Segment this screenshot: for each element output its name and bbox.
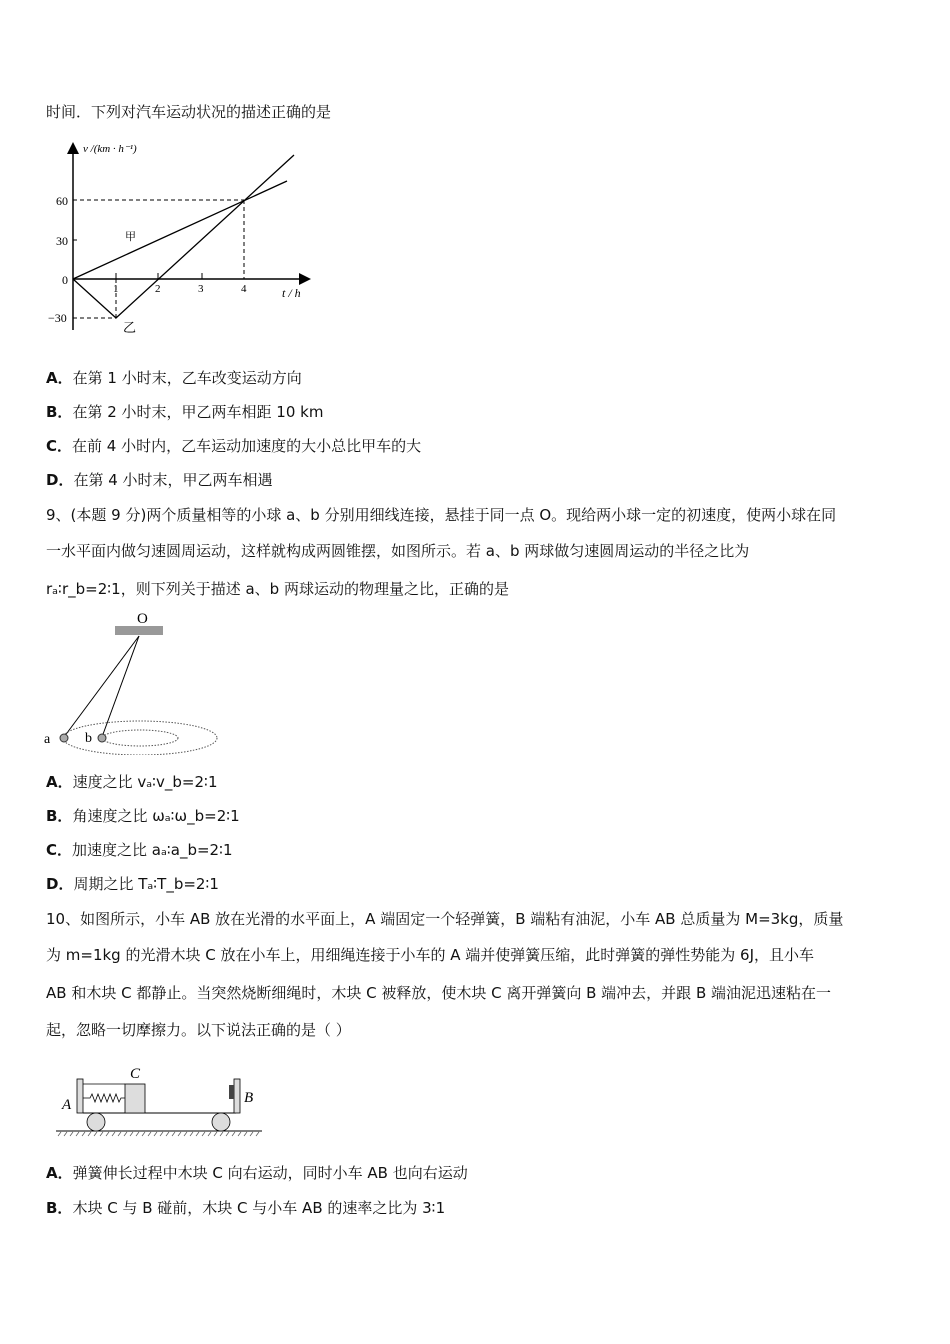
line-jia: [73, 181, 287, 279]
x-axis-label: t / h: [282, 286, 301, 300]
q10-stem-line1: 10、如图所示，小车 AB 放在光滑的水平面上，A 端固定一个轻弹簧，B 端粘有油泥，小车 AB 总质量为 M=3kg，质量: [46, 910, 844, 928]
q10-stem-line4: 起，忽略一切摩擦力。以下说法正确的是（ ）: [46, 1021, 351, 1039]
line-yi: [73, 155, 294, 318]
y-tick: 60: [56, 194, 68, 208]
q9-option-a: A．速度之比 vₐ∶v_b=2∶1: [46, 773, 218, 791]
y-tick: −30: [48, 311, 67, 325]
label-o: O: [137, 611, 148, 627]
label-yi: 乙: [123, 320, 137, 335]
q9-option-d: D．周期之比 Tₐ∶T_b=2∶1: [46, 875, 219, 893]
q9-option-b: B．角速度之比 ωₐ∶ω_b=2∶1: [46, 807, 240, 825]
q8-option-d: D．在第 4 小时末，甲乙两车相遇: [46, 471, 273, 489]
ceiling-mount: [115, 626, 163, 635]
q10-stem-line2: 为 m=1kg 的光滑木块 C 放在小车上，用细绳连接于小车的 A 端并使弹簧压缩，此时弹簧的弹性势能为 6J，且小车: [46, 946, 815, 964]
q8-vt-graph: [40, 135, 320, 340]
ball-a: [60, 734, 68, 742]
x-tick: 1: [113, 283, 119, 295]
label-B: B: [244, 1090, 254, 1106]
x-tick: 2: [155, 283, 161, 295]
q10-cart-figure: [50, 1055, 270, 1140]
q8-option-b: B．在第 2 小时末，甲乙两车相距 10 km: [46, 403, 324, 421]
label-b: b: [85, 731, 92, 746]
x-tick: 4: [241, 283, 247, 295]
q10-option-b: B．木块 C 与 B 碰前，木块 C 与小车 AB 的速率之比为 3∶1: [46, 1199, 446, 1217]
block-c: [125, 1084, 145, 1113]
q9-option-c: C．加速度之比 aₐ∶a_b=2∶1: [46, 841, 233, 859]
label-jia: 甲: [125, 231, 136, 243]
y-axis-label: v /(km · h⁻¹): [83, 143, 137, 155]
spring: [83, 1094, 125, 1102]
q10-option-a: A．弹簧伸长过程中木块 C 向右运动，同时小车 AB 也向右运动: [46, 1164, 468, 1182]
q8-option-c: C．在前 4 小时内，乙车运动加速度的大小总比甲车的大: [46, 437, 422, 455]
label-a: a: [44, 732, 51, 747]
q8-stem: 时间．下列对汽车运动状况的描述正确的是: [46, 103, 332, 121]
label-C: C: [130, 1066, 141, 1082]
q8-option-a: A．在第 1 小时末，乙车改变运动方向: [46, 369, 302, 387]
q10-stem-line3: AB 和木块 C 都静止。当突然烧断细绳时，木块 C 被释放，使木块 C 离开弹簧向 B 端冲去，并跟 B 端油泥迅速粘在一: [46, 984, 832, 1002]
q9-conical-pendulum-figure: [40, 605, 280, 755]
q9-stem-line1: 9、(本题 9 分)两个质量相等的小球 a、b 分别用细线连接，悬挂于同一点 O。现给两小球一定的初速度，使两小球在同: [46, 506, 837, 524]
ball-b: [98, 734, 106, 742]
y-tick: 30: [56, 234, 68, 248]
oil-mud: [229, 1085, 234, 1099]
q9-stem-line2: 一水平面内做匀速圆周运动，这样就构成两圆锥摆，如图所示。若 a、b 两球做匀速圆周运动的半径之比为: [46, 542, 750, 560]
y-tick: 0: [62, 273, 68, 287]
label-A: A: [62, 1097, 72, 1113]
x-tick: 3: [198, 283, 204, 295]
q9-stem-line3: rₐ∶r_b=2∶1，则下列关于描述 a、b 两球运动的物理量之比，正确的是: [46, 580, 509, 598]
